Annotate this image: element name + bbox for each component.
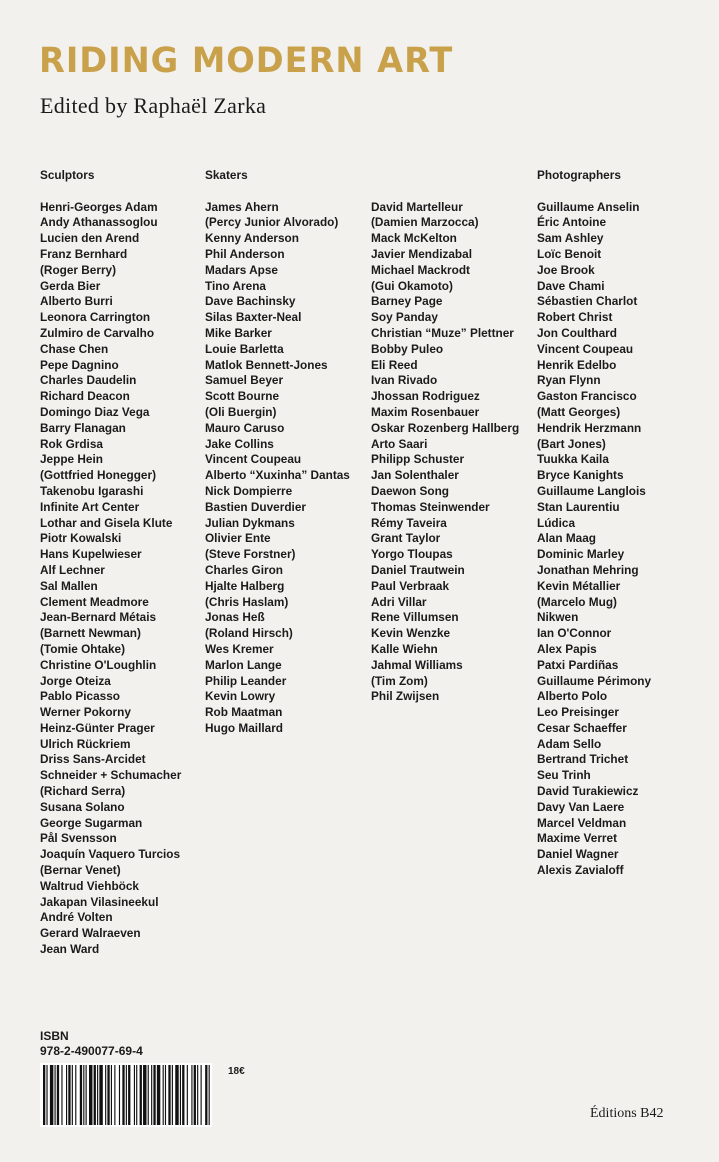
name-item: Jonas Heß xyxy=(205,610,265,625)
name-item: Tuukka Kaila xyxy=(537,452,609,467)
name-item: Lothar and Gisela Klute xyxy=(40,515,173,530)
name-item: (Barnett Newman) xyxy=(40,626,141,641)
name-item: Paul Verbraak xyxy=(371,578,450,593)
barcode-bar xyxy=(151,1065,152,1125)
name-item: Michael Mackrodt xyxy=(371,262,470,277)
name-item: David Martelleur xyxy=(371,199,463,214)
name-item: Jake Collins xyxy=(205,436,274,451)
name-item: Rob Maatman xyxy=(205,705,283,720)
name-item: Stan Laurentiu xyxy=(537,499,620,514)
name-item: George Sugarman xyxy=(40,815,143,830)
name-item: Dave Bachinsky xyxy=(205,294,296,309)
name-item: Ian O'Connor xyxy=(537,626,612,641)
name-item: Jan Solenthaler xyxy=(371,468,459,483)
name-item: (Oli Buergin) xyxy=(205,404,277,419)
name-item: Maxim Rosenbauer xyxy=(371,404,480,419)
name-item: Sam Ashley xyxy=(537,231,604,246)
name-item: Lúdica xyxy=(537,515,576,530)
name-item: (Roger Berry) xyxy=(40,262,117,277)
name-item: Jon Coulthard xyxy=(537,325,617,340)
name-item: Jean-Bernard Métais xyxy=(40,610,157,625)
name-item: Waltrud Viehböck xyxy=(40,878,139,893)
barcode-bar xyxy=(180,1065,181,1125)
name-item: Javier Mendizabal xyxy=(371,246,472,261)
name-item: Alf Lechner xyxy=(40,562,105,577)
name-item: Bastien Duverdier xyxy=(205,499,306,514)
barcode-bar xyxy=(107,1065,109,1125)
barcode-bar xyxy=(209,1065,210,1125)
name-item: Yorgo Tloupas xyxy=(371,547,453,562)
name-item: Clement Meadmore xyxy=(40,594,149,609)
name-item: Olivier Ente xyxy=(205,531,271,546)
name-item: Jeppe Hein xyxy=(40,452,103,467)
barcode-bar xyxy=(143,1065,146,1125)
name-item: Mauro Caruso xyxy=(205,420,285,435)
barcode-bar xyxy=(46,1065,47,1125)
name-item: Daewon Song xyxy=(371,483,449,498)
name-item: Charles Giron xyxy=(205,562,284,577)
name-item: Richard Deacon xyxy=(40,389,130,404)
name-item: Mack McKelton xyxy=(371,231,457,246)
name-item: (Gottfried Honegger) xyxy=(40,468,156,483)
barcode-bar xyxy=(43,1065,45,1125)
name-item: Davy Van Laere xyxy=(537,799,625,814)
name-item: Barney Page xyxy=(371,294,443,309)
name-item: Christian “Muze” Plettner xyxy=(371,325,514,340)
name-item: Gaston Francisco xyxy=(537,389,637,404)
name-item: Franz Bernhard xyxy=(40,246,128,261)
name-item: Kevin Métallier xyxy=(537,578,621,593)
book-subtitle: Edited by Raphaël Zarka xyxy=(40,93,267,118)
price: 18€ xyxy=(228,1066,245,1077)
skaters-list-1 xyxy=(205,200,350,737)
barcode-bar xyxy=(128,1065,130,1125)
name-item: Rémy Taveira xyxy=(371,515,447,530)
name-item: Zulmiro de Carvalho xyxy=(40,325,155,340)
name-item: (Chris Haslam) xyxy=(205,594,289,609)
name-item: Lucien den Arend xyxy=(40,231,140,246)
name-item: Henri-Georges Adam xyxy=(40,199,158,214)
barcode-bar xyxy=(134,1065,135,1125)
name-item: Christine O'Loughlin xyxy=(40,657,157,672)
barcode-bar xyxy=(205,1065,207,1125)
publisher-name: Éditions B42 xyxy=(590,1106,664,1121)
barcode-bar xyxy=(172,1065,173,1125)
barcode-bar xyxy=(50,1065,53,1125)
name-item: Matlok Bennett-Jones xyxy=(205,357,328,372)
barcode-bar xyxy=(157,1065,160,1125)
barcode-bar xyxy=(194,1065,196,1125)
name-item: Pepe Dagnino xyxy=(40,357,119,372)
name-item: Rene Villumsen xyxy=(371,610,459,625)
book-title: RIDING MODERN ART xyxy=(39,41,454,81)
name-item: Hendrik Herzmann xyxy=(537,420,642,435)
name-item: Alex Papis xyxy=(537,641,597,656)
name-item: Éric Antoine xyxy=(537,215,607,230)
name-item: Guillaume Langlois xyxy=(537,483,646,498)
name-item: Alberto Burri xyxy=(40,294,113,309)
barcode-bar xyxy=(153,1065,155,1125)
name-item: Jean Ward xyxy=(40,942,100,957)
name-item: Wes Kremer xyxy=(205,641,274,656)
name-item: Pablo Picasso xyxy=(40,689,120,704)
name-item: Eli Reed xyxy=(371,357,418,372)
name-item: Seu Trinh xyxy=(537,768,591,783)
name-item: Robert Christ xyxy=(537,310,613,325)
name-item: Dave Chami xyxy=(537,278,605,293)
name-item: (Bart Jones) xyxy=(537,436,606,451)
name-item: Driss Sans-Arcidet xyxy=(40,752,146,767)
name-item: Dominic Marley xyxy=(537,547,625,562)
name-item: Mike Barker xyxy=(205,325,272,340)
name-item: Gerard Walraeven xyxy=(40,926,141,941)
name-item: Scott Bourne xyxy=(205,389,280,404)
name-item: Leo Preisinger xyxy=(537,705,619,720)
barcode-bar xyxy=(182,1065,184,1125)
name-item: Samuel Beyer xyxy=(205,373,284,388)
name-item: Gerda Bier xyxy=(40,278,101,293)
name-item: Bryce Kanights xyxy=(537,468,624,483)
barcode-bar xyxy=(68,1065,70,1125)
barcode-bar xyxy=(89,1065,92,1125)
name-item: Phil Anderson xyxy=(205,246,285,261)
name-item: Piotr Kowalski xyxy=(40,531,122,546)
name-item: Tino Arena xyxy=(205,278,266,293)
name-item: Charles Daudelin xyxy=(40,373,137,388)
name-item: Henrik Edelbo xyxy=(537,357,617,372)
skaters-heading: Skaters xyxy=(205,168,248,182)
name-item: Daniel Wagner xyxy=(537,847,619,862)
name-item: Louie Barletta xyxy=(205,341,284,356)
name-item: Kevin Lowry xyxy=(205,689,276,704)
name-item: Patxi Pardiñas xyxy=(537,657,619,672)
barcode-bar xyxy=(140,1065,142,1125)
name-item: Philipp Schuster xyxy=(371,452,465,467)
name-item: Oskar Rozenberg Hallberg xyxy=(371,420,520,435)
name-item: Marcel Veldman xyxy=(537,815,627,830)
name-item: Joe Brook xyxy=(537,262,595,277)
name-item: Heinz-Günter Prager xyxy=(40,720,155,735)
sculptors-heading: Sculptors xyxy=(40,168,95,182)
sculptors-column xyxy=(40,168,181,958)
name-item: Arto Saari xyxy=(371,436,428,451)
name-item: Silas Baxter-Neal xyxy=(205,310,302,325)
barcode-bar xyxy=(105,1065,106,1125)
name-item: Werner Pokorny xyxy=(40,705,131,720)
barcode-bar xyxy=(111,1065,112,1125)
name-item: Adri Villar xyxy=(371,594,427,609)
name-item: Vincent Coupeau xyxy=(537,341,634,356)
name-item: Chase Chen xyxy=(40,341,109,356)
isbn-number: 978-2-490077-69-4 xyxy=(40,1044,143,1058)
barcode-icon xyxy=(40,1063,212,1127)
name-item: Leonora Carrington xyxy=(40,310,151,325)
skaters-column-continued xyxy=(371,168,519,705)
barcode-bar xyxy=(80,1065,82,1125)
name-item: Jakapan Vilasineekul xyxy=(40,894,159,909)
barcode-bar xyxy=(57,1065,59,1125)
photographers-heading: Photographers xyxy=(537,168,621,182)
name-item: Phil Zwijsen xyxy=(371,689,440,704)
barcode-bar xyxy=(97,1065,98,1125)
barcode-bar xyxy=(99,1065,102,1125)
name-item: Ryan Flynn xyxy=(537,373,601,388)
name-item: Marlon Lange xyxy=(205,657,282,672)
barcode-bar xyxy=(165,1065,166,1125)
name-item: Jahmal Williams xyxy=(371,657,463,672)
barcode-bar xyxy=(61,1065,62,1125)
barcode-bar xyxy=(187,1065,188,1125)
name-item: Julian Dykmans xyxy=(205,515,295,530)
sculptors-list xyxy=(40,200,181,958)
name-item: (Damien Marzocca) xyxy=(371,215,479,230)
barcode-bar xyxy=(136,1065,137,1125)
name-item: Daniel Trautwein xyxy=(371,562,465,577)
name-item: Loïc Benoit xyxy=(537,246,602,261)
name-item: Hjalte Halberg xyxy=(205,578,285,593)
barcode-bar xyxy=(122,1065,124,1125)
name-item: Hugo Maillard xyxy=(205,720,283,735)
barcode-bar xyxy=(168,1065,170,1125)
name-item: Alberto “Xuxinha” Dantas xyxy=(205,468,350,483)
barcode-bar xyxy=(126,1065,127,1125)
name-item: (Marcelo Mug) xyxy=(537,594,617,609)
name-item: Andy Athanassoglou xyxy=(40,215,158,230)
name-item: Vincent Coupeau xyxy=(205,452,302,467)
name-item: Bobby Puleo xyxy=(371,341,444,356)
barcode-bar xyxy=(175,1065,178,1125)
name-item: James Ahern xyxy=(205,199,279,214)
name-item: (Steve Forstner) xyxy=(205,547,296,562)
name-item: Philip Leander xyxy=(205,673,287,688)
photographers-list xyxy=(537,200,651,879)
name-item: Sal Mallen xyxy=(40,578,98,593)
name-item: Jonathan Mehring xyxy=(537,562,639,577)
barcode-bar xyxy=(66,1065,67,1125)
name-item: Kenny Anderson xyxy=(205,231,299,246)
skaters-column xyxy=(205,168,350,737)
barcode-bar xyxy=(75,1065,76,1125)
barcode-bar xyxy=(72,1065,73,1125)
name-item: Bertrand Trichet xyxy=(537,752,629,767)
name-item: Pål Svensson xyxy=(40,831,117,846)
name-item: André Volten xyxy=(40,910,113,925)
name-item: Nick Dompierre xyxy=(205,483,293,498)
name-item: Infinite Art Center xyxy=(40,499,140,514)
photographers-column xyxy=(537,168,651,879)
name-item: Alan Maag xyxy=(537,531,596,546)
name-item: Grant Taylor xyxy=(371,531,441,546)
name-item: Ivan Rivado xyxy=(371,373,438,388)
name-item: Rok Grdisa xyxy=(40,436,103,451)
name-item: Guillaume Anselin xyxy=(537,199,640,214)
name-item: (Richard Serra) xyxy=(40,784,126,799)
name-item: (Percy Junior Alvorado) xyxy=(205,215,339,230)
barcode-bar xyxy=(197,1065,198,1125)
barcode-bar xyxy=(94,1065,96,1125)
barcode-bar xyxy=(55,1065,56,1125)
name-item: Sébastien Charlot xyxy=(537,294,638,309)
name-item: Cesar Schaeffer xyxy=(537,720,627,735)
skaters-list-2 xyxy=(371,200,519,706)
name-item: Takenobu Igarashi xyxy=(40,483,144,498)
name-item: Ulrich Rückriem xyxy=(40,736,131,751)
name-item: Kalle Wiehn xyxy=(371,641,438,656)
name-item: Schneider + Schumacher xyxy=(40,768,182,783)
barcode-bar xyxy=(83,1065,84,1125)
name-item: (Bernar Venet) xyxy=(40,863,121,878)
name-item: Hans Kupelwieser xyxy=(40,547,142,562)
name-item: (Tim Zom) xyxy=(371,673,428,688)
name-item: Adam Sello xyxy=(537,736,602,751)
name-item: Jhossan Rodriguez xyxy=(371,389,480,404)
barcode-bar xyxy=(148,1065,149,1125)
barcode-bar xyxy=(119,1065,120,1125)
name-item: Nikwen xyxy=(537,610,579,625)
name-item: Joaquín Vaquero Turcios xyxy=(40,847,181,862)
barcode-bar xyxy=(86,1065,87,1125)
name-item: Domingo Diaz Vega xyxy=(40,404,150,419)
barcode-bar xyxy=(191,1065,192,1125)
isbn-label: ISBN xyxy=(40,1029,69,1043)
barcode-bar xyxy=(163,1065,164,1125)
name-item: Alexis Zavialoff xyxy=(537,863,624,878)
name-item: Barry Flanagan xyxy=(40,420,126,435)
name-item: Soy Panday xyxy=(371,310,438,325)
barcode-bar xyxy=(114,1065,115,1125)
name-item: Guillaume Périmony xyxy=(537,673,652,688)
name-item: Susana Solano xyxy=(40,799,125,814)
name-item: Madars Apse xyxy=(205,262,278,277)
name-item: Thomas Steinwender xyxy=(371,499,490,514)
name-item: (Roland Hirsch) xyxy=(205,626,293,641)
name-item: (Gui Okamoto) xyxy=(371,278,453,293)
name-item: Kevin Wenzke xyxy=(371,626,451,641)
name-item: Maxime Verret xyxy=(537,831,618,846)
name-item: David Turakiewicz xyxy=(537,784,639,799)
barcode-bar xyxy=(201,1065,202,1125)
name-item: Jorge Oteiza xyxy=(40,673,111,688)
name-item: Alberto Polo xyxy=(537,689,608,704)
name-item: (Matt Georges) xyxy=(537,404,621,419)
name-item: (Tomie Ohtake) xyxy=(40,641,125,656)
